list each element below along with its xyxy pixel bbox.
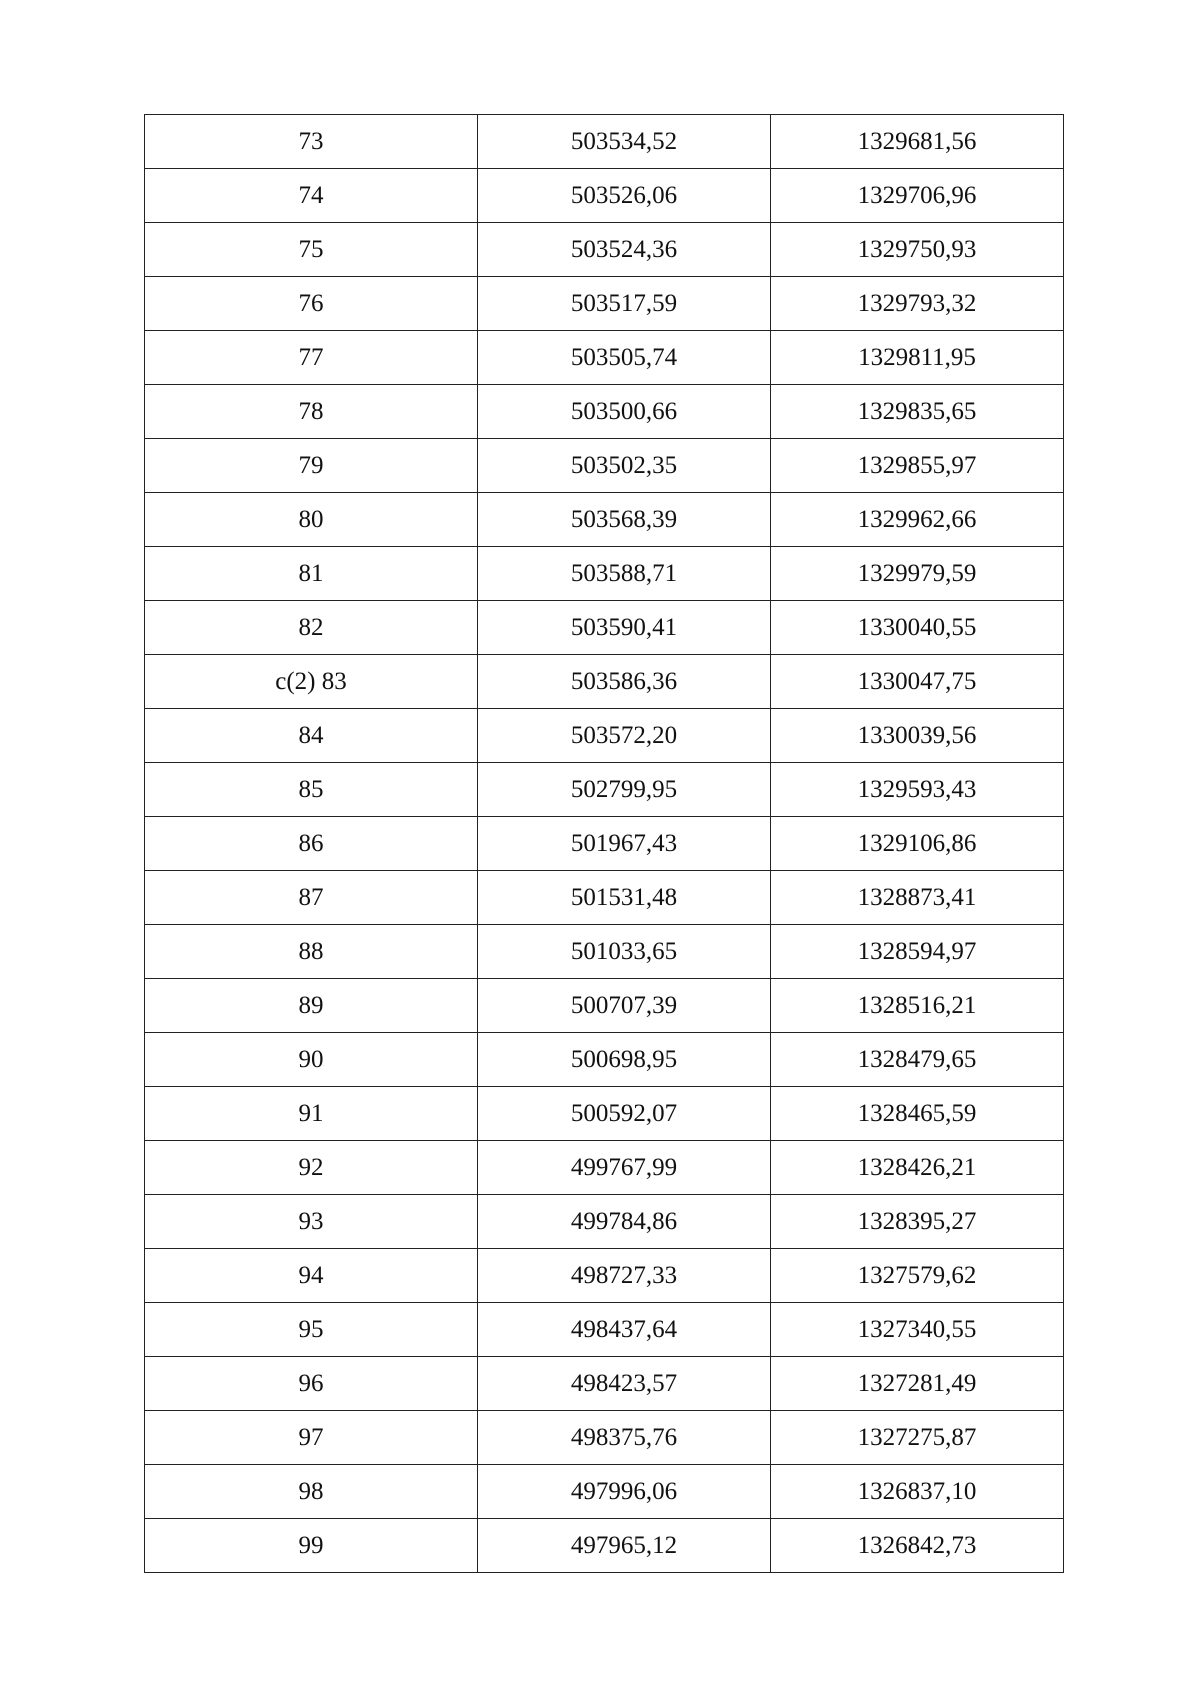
y-coordinate-cell: 1328465,59 [771,1087,1064,1141]
x-coordinate-cell: 503534,52 [478,115,771,169]
x-coordinate-cell: 499767,99 [478,1141,771,1195]
x-coordinate-cell: 503500,66 [478,385,771,439]
y-coordinate-cell: 1327579,62 [771,1249,1064,1303]
point-number-cell: 85 [145,763,478,817]
coordinates-table-body [145,115,1064,1573]
y-coordinate-cell: 1329106,86 [771,817,1064,871]
y-coordinate-cell: 1329681,56 [771,115,1064,169]
y-coordinate-cell: 1329962,66 [771,493,1064,547]
table-row [145,547,1064,601]
table-row [145,979,1064,1033]
y-coordinate-cell: 1328426,21 [771,1141,1064,1195]
table-row [145,1249,1064,1303]
table-row [145,439,1064,493]
table-row [145,223,1064,277]
y-coordinate-cell: 1329793,32 [771,277,1064,331]
point-number-cell: 89 [145,979,478,1033]
x-coordinate-cell: 503517,59 [478,277,771,331]
coordinates-table [144,114,1064,1573]
y-coordinate-cell: 1329979,59 [771,547,1064,601]
y-coordinate-cell: 1329835,65 [771,385,1064,439]
x-coordinate-cell: 497965,12 [478,1519,771,1573]
y-coordinate-cell: 1329593,43 [771,763,1064,817]
x-coordinate-cell: 503572,20 [478,709,771,763]
x-coordinate-cell: 503586,36 [478,655,771,709]
x-coordinate-cell: 500592,07 [478,1087,771,1141]
table-row [145,1303,1064,1357]
table-row [145,1465,1064,1519]
point-number-cell: 95 [145,1303,478,1357]
x-coordinate-cell: 500698,95 [478,1033,771,1087]
x-coordinate-cell: 503505,74 [478,331,771,385]
y-coordinate-cell: 1329750,93 [771,223,1064,277]
x-coordinate-cell: 498375,76 [478,1411,771,1465]
y-coordinate-cell: 1329706,96 [771,169,1064,223]
table-row [145,385,1064,439]
table-row [145,1519,1064,1573]
table-row [145,655,1064,709]
table-row [145,331,1064,385]
table-row [145,277,1064,331]
point-number-cell: 98 [145,1465,478,1519]
x-coordinate-cell: 497996,06 [478,1465,771,1519]
y-coordinate-cell: 1326837,10 [771,1465,1064,1519]
y-coordinate-cell: 1330039,56 [771,709,1064,763]
point-number-cell: 82 [145,601,478,655]
y-coordinate-cell: 1327281,49 [771,1357,1064,1411]
x-coordinate-cell: 498423,57 [478,1357,771,1411]
y-coordinate-cell: 1328395,27 [771,1195,1064,1249]
point-number-cell: 92 [145,1141,478,1195]
table-row [145,169,1064,223]
x-coordinate-cell: 501033,65 [478,925,771,979]
x-coordinate-cell: 502799,95 [478,763,771,817]
point-number-cell: 99 [145,1519,478,1573]
point-number-cell: 81 [145,547,478,601]
table-row [145,1087,1064,1141]
y-coordinate-cell: 1328594,97 [771,925,1064,979]
x-coordinate-cell: 503524,36 [478,223,771,277]
point-number-cell: 77 [145,331,478,385]
point-number-cell: 76 [145,277,478,331]
table-row [145,1411,1064,1465]
point-number-cell: 86 [145,817,478,871]
table-row [145,817,1064,871]
x-coordinate-cell: 498727,33 [478,1249,771,1303]
y-coordinate-cell: 1328873,41 [771,871,1064,925]
point-number-cell: 87 [145,871,478,925]
y-coordinate-cell: 1329811,95 [771,331,1064,385]
x-coordinate-cell: 499784,86 [478,1195,771,1249]
y-coordinate-cell: 1327275,87 [771,1411,1064,1465]
point-number-cell: 96 [145,1357,478,1411]
y-coordinate-cell: 1329855,97 [771,439,1064,493]
x-coordinate-cell: 498437,64 [478,1303,771,1357]
point-number-cell: 79 [145,439,478,493]
y-coordinate-cell: 1326842,73 [771,1519,1064,1573]
y-coordinate-cell: 1328479,65 [771,1033,1064,1087]
x-coordinate-cell: 500707,39 [478,979,771,1033]
y-coordinate-cell: 1327340,55 [771,1303,1064,1357]
point-number-cell: 78 [145,385,478,439]
y-coordinate-cell: 1330047,75 [771,655,1064,709]
y-coordinate-cell: 1328516,21 [771,979,1064,1033]
point-number-cell: 88 [145,925,478,979]
y-coordinate-cell: 1330040,55 [771,601,1064,655]
table-row [145,1141,1064,1195]
point-number-cell: 80 [145,493,478,547]
point-number-cell: 97 [145,1411,478,1465]
x-coordinate-cell: 503590,41 [478,601,771,655]
point-number-cell: 73 [145,115,478,169]
point-number-cell: c(2) 83 [145,655,478,709]
table-row [145,115,1064,169]
point-number-cell: 91 [145,1087,478,1141]
point-number-cell: 74 [145,169,478,223]
table-row [145,925,1064,979]
table-row [145,1195,1064,1249]
table-row [145,763,1064,817]
table-row [145,871,1064,925]
x-coordinate-cell: 501531,48 [478,871,771,925]
point-number-cell: 75 [145,223,478,277]
point-number-cell: 94 [145,1249,478,1303]
x-coordinate-cell: 503568,39 [478,493,771,547]
table-row [145,1357,1064,1411]
table-row [145,1033,1064,1087]
x-coordinate-cell: 503588,71 [478,547,771,601]
table-row [145,601,1064,655]
table-row [145,493,1064,547]
x-coordinate-cell: 503526,06 [478,169,771,223]
x-coordinate-cell: 503502,35 [478,439,771,493]
point-number-cell: 90 [145,1033,478,1087]
table-row [145,709,1064,763]
point-number-cell: 84 [145,709,478,763]
x-coordinate-cell: 501967,43 [478,817,771,871]
point-number-cell: 93 [145,1195,478,1249]
